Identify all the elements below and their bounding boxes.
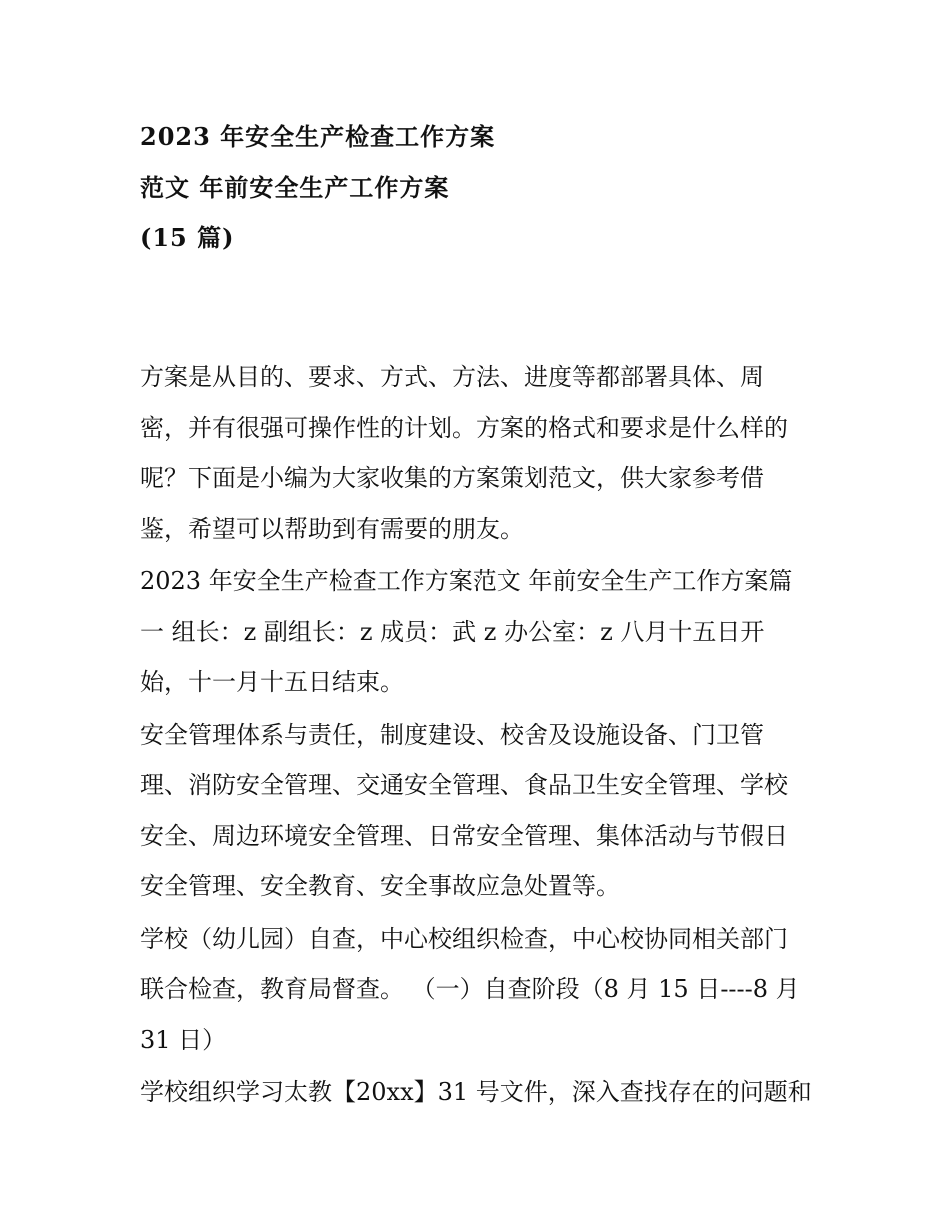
text-line: 安全、周边环境安全管理、日常安全管理、集体活动与节假日 [140, 821, 788, 850]
text-line: 安全管理、安全教育、安全事故应急处置等。 [140, 872, 620, 900]
scope-paragraph [140, 710, 830, 912]
text-line: 方案是从目的、要求、方式、方法、进度等都部署具体、周 [140, 363, 764, 391]
plan-paragraph [140, 556, 830, 708]
text-line: 31 日） [140, 1025, 227, 1054]
text-line: 鉴，希望可以帮助到有需要的朋友。 [140, 514, 524, 543]
study-paragraph [140, 1067, 830, 1118]
text-line: 理、消防安全管理、交通安全管理、食品卫生安全管理、学校 [140, 771, 788, 799]
text-line: 安全管理体系与责任，制度建设、校舍及设施设备、门卫管 [140, 720, 764, 749]
inspection-paragraph [140, 914, 830, 1066]
document-title [140, 112, 830, 264]
text-line: 2023 年安全生产检查工作方案范文 年前安全生产工作方案篇 [140, 567, 793, 595]
text-line: 学校（幼儿园）自查，中心校组织检查，中心校协同相关部门 [140, 924, 788, 953]
title-line: 2023 年安全生产检查工作方案 [140, 122, 496, 151]
document-body [140, 352, 830, 1120]
text-line: 始，十一月十五日结束。 [140, 668, 404, 696]
text-line: 呢？下面是小编为大家收集的方案策划范文，供大家参考借 [140, 464, 764, 492]
title-line: 范文 年前安全生产工作方案 [140, 172, 450, 202]
text-line: 密，并有很强可操作性的计划。方案的格式和要求是什么样的 [140, 413, 788, 442]
intro-paragraph [140, 352, 830, 554]
text-line: 一 组长：z 副组长：z 成员：武 z 办公室：z 八月十五日开 [140, 617, 765, 646]
title-line: (15 篇) [140, 223, 235, 252]
text-line: 联合检查，教育局督查。 （一）自查阶段（8 月 15 日----8 月 [140, 975, 800, 1003]
text-line: 学校组织学习太教【20xx】31 号文件，深入查找存在的问题和 [140, 1078, 812, 1106]
